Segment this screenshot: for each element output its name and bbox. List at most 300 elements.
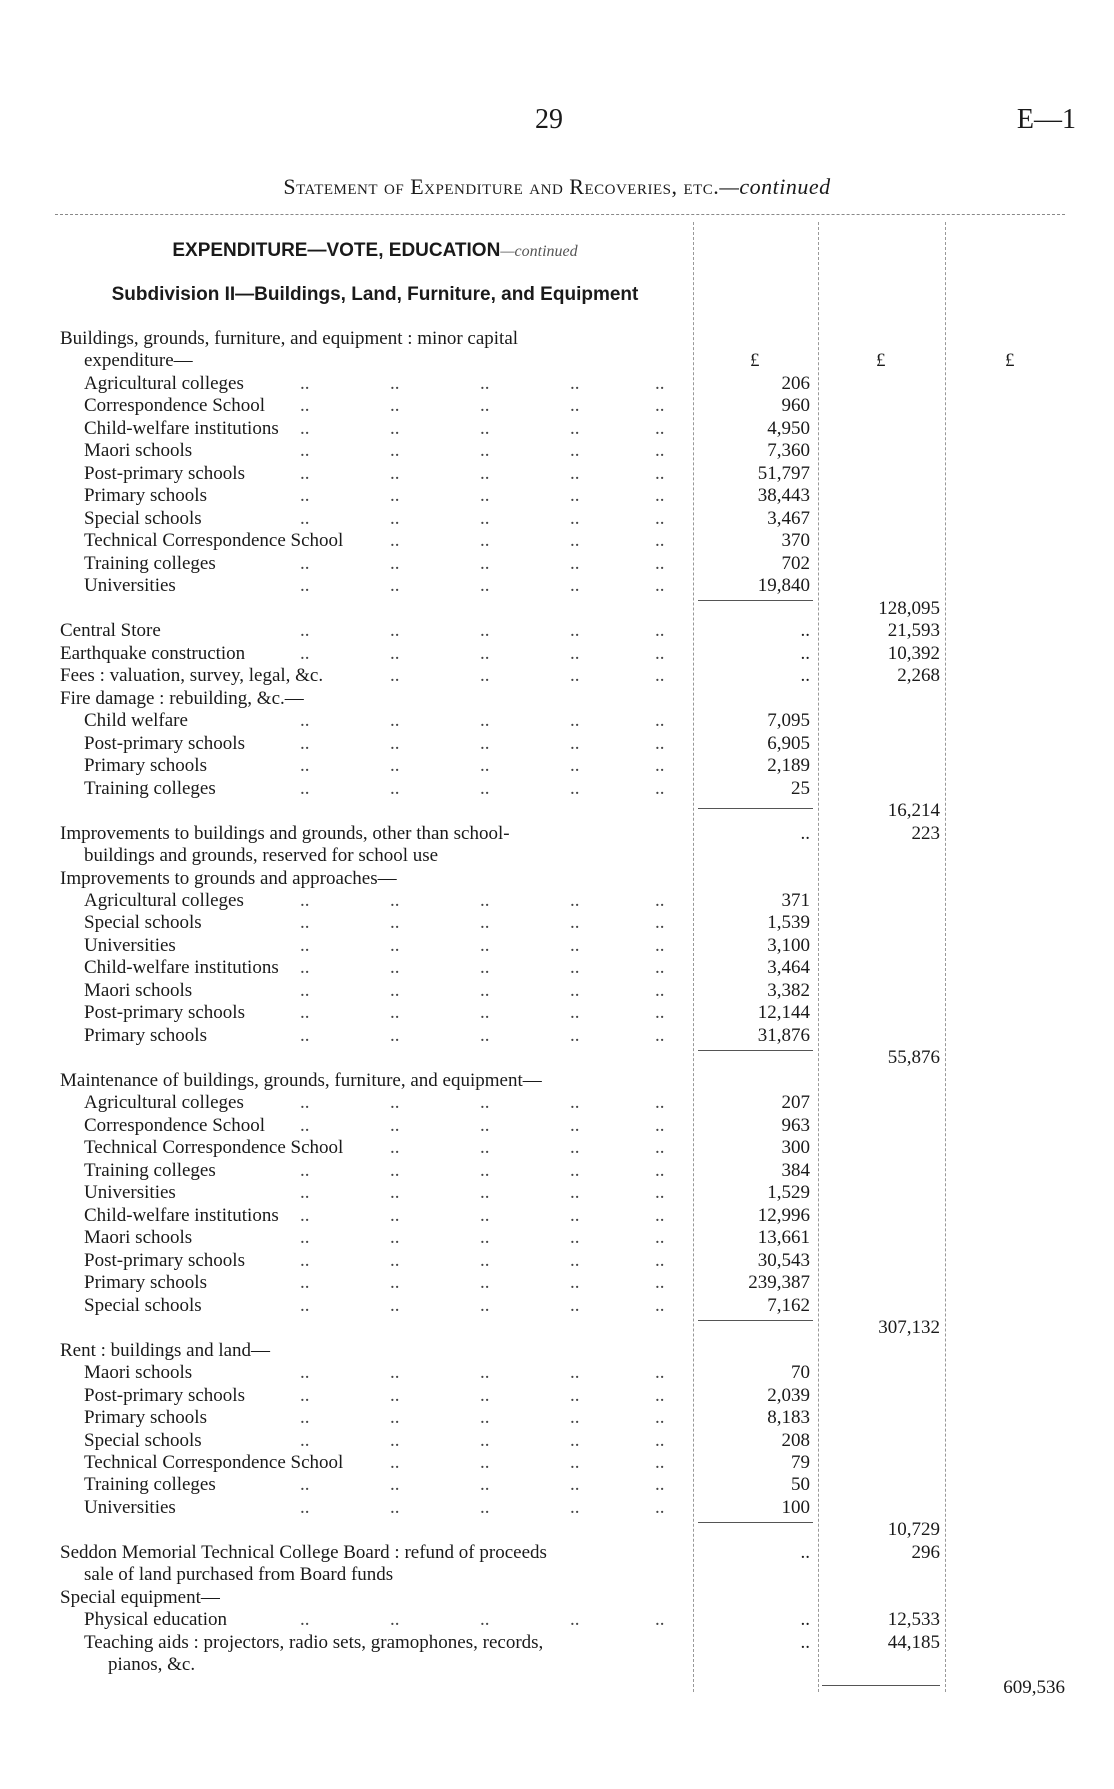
dot-leader: .. bbox=[570, 1384, 580, 1406]
dot-leader: .. bbox=[300, 934, 310, 956]
dot-leader: .. bbox=[480, 1159, 490, 1181]
dot-leader: .. bbox=[570, 732, 580, 754]
table-row bbox=[0, 1092, 1114, 1114]
dot-leader: .. bbox=[480, 507, 490, 529]
dot-leader: .. bbox=[480, 1407, 490, 1429]
dot-leader: .. bbox=[570, 890, 580, 911]
dot-leader: .. bbox=[655, 1609, 665, 1631]
amount-c1: 51,797 bbox=[757, 462, 810, 484]
dot-leader: .. bbox=[480, 777, 490, 799]
dot-leader: .. bbox=[390, 372, 400, 394]
dot-leader: .. bbox=[655, 732, 665, 754]
row-label: Fire damage : rebuilding, &c.— bbox=[60, 687, 304, 709]
dot-leader: .. bbox=[300, 372, 310, 394]
table-row bbox=[0, 733, 1114, 755]
dot-leader: .. bbox=[300, 1496, 310, 1518]
amount-c1: 702 bbox=[781, 552, 810, 574]
dot-leader: .. bbox=[390, 1114, 400, 1136]
dot-leader: .. bbox=[300, 732, 310, 754]
table-row bbox=[0, 1317, 1114, 1339]
dot-leader: .. bbox=[300, 1182, 310, 1204]
row-label: Child-welfare institutions bbox=[84, 1204, 279, 1226]
dot-leader: .. bbox=[570, 1452, 580, 1473]
row-label: Training colleges bbox=[84, 1159, 216, 1181]
dot-leader: .. bbox=[300, 1609, 310, 1631]
row-label: Primary schools bbox=[84, 1407, 207, 1429]
row-label: Primary schools bbox=[84, 1272, 207, 1294]
row-label: Maori schools bbox=[84, 979, 193, 1001]
row-label: Technical Correspondence School bbox=[84, 1452, 344, 1473]
dot-leader: .. bbox=[480, 1496, 490, 1518]
table-row bbox=[0, 800, 1114, 822]
dot-leader: .. bbox=[570, 1204, 580, 1226]
dot-leader: .. bbox=[655, 1024, 665, 1046]
document-code: E—1 bbox=[1016, 104, 1076, 135]
table-row bbox=[0, 868, 1114, 890]
statement-title-continued: —continued bbox=[719, 174, 831, 199]
amount-c1: 3,467 bbox=[767, 507, 810, 529]
table-row bbox=[0, 1430, 1114, 1452]
row-label: Primary schools bbox=[84, 1024, 207, 1046]
dot-leader: .. bbox=[390, 1496, 400, 1518]
dot-leader: .. bbox=[480, 1249, 490, 1271]
amount-c1: 100 bbox=[781, 1496, 810, 1518]
dot-leader: .. bbox=[390, 934, 400, 956]
table-row bbox=[0, 1654, 1114, 1676]
amount-c1: 207 bbox=[781, 1092, 810, 1114]
dot-leader: .. bbox=[655, 710, 665, 732]
dot-leader: .. bbox=[300, 417, 310, 439]
section-heading bbox=[55, 240, 695, 262]
dot-leader: .. bbox=[655, 979, 665, 1001]
table-row bbox=[0, 1609, 1114, 1631]
dot-leader: .. bbox=[480, 710, 490, 732]
amount-c1: .. bbox=[800, 822, 810, 844]
amount-c1: 25 bbox=[791, 777, 810, 799]
dot-leader: .. bbox=[570, 1272, 580, 1294]
statement-title-main: Statement of Expenditure and Recoveries, etc. bbox=[283, 174, 720, 199]
dot-leader: .. bbox=[480, 1002, 490, 1024]
dot-leader: .. bbox=[480, 395, 490, 417]
dot-leader: .. bbox=[570, 1609, 580, 1631]
dot-leader: .. bbox=[390, 1159, 400, 1181]
amount-c1: .. bbox=[800, 620, 810, 642]
dot-leader: .. bbox=[300, 485, 310, 507]
amount-c1: 960 bbox=[781, 395, 810, 417]
table-row bbox=[0, 1227, 1114, 1249]
table-row bbox=[0, 1587, 1114, 1609]
table-row bbox=[0, 1160, 1114, 1182]
dot-leader: .. bbox=[480, 890, 490, 911]
dot-leader: .. bbox=[480, 530, 490, 552]
amount-c1: 8,183 bbox=[767, 1407, 810, 1429]
dot-leader: .. bbox=[390, 440, 400, 462]
dot-leader: .. bbox=[300, 979, 310, 1001]
dot-leader: .. bbox=[570, 395, 580, 417]
dot-leader: .. bbox=[480, 552, 490, 574]
row-label: Special schools bbox=[84, 912, 202, 934]
row-label: Post-primary schools bbox=[84, 462, 245, 484]
row-label: Correspondence School bbox=[84, 395, 265, 417]
dot-leader: .. bbox=[300, 1272, 310, 1294]
dot-leader: .. bbox=[655, 1002, 665, 1024]
amount-c1: .. bbox=[800, 1609, 810, 1631]
dot-leader: .. bbox=[480, 575, 490, 597]
amount-c1: 7,095 bbox=[767, 710, 810, 732]
dot-leader: .. bbox=[480, 620, 490, 642]
dot-leader: .. bbox=[655, 912, 665, 934]
dot-leader: .. bbox=[480, 1384, 490, 1406]
dot-leader: .. bbox=[480, 1362, 490, 1384]
dot-leader: .. bbox=[655, 1137, 665, 1159]
row-label: Maori schools bbox=[84, 440, 193, 462]
row-label: Post-primary schools bbox=[84, 1249, 245, 1271]
dot-leader: .. bbox=[655, 1249, 665, 1271]
table-row bbox=[0, 1677, 1114, 1699]
row-label: Buildings, grounds, furniture, and equipment : minor capital bbox=[60, 328, 519, 349]
amount-c1: 3,464 bbox=[767, 957, 810, 979]
dot-leader: .. bbox=[655, 372, 665, 394]
dot-leader: .. bbox=[390, 1429, 400, 1451]
amount-c1: 3,100 bbox=[767, 934, 810, 956]
dot-leader: .. bbox=[480, 462, 490, 484]
dot-leader: .. bbox=[655, 1362, 665, 1384]
dot-leader: .. bbox=[570, 1407, 580, 1429]
dot-leader: .. bbox=[655, 507, 665, 529]
dot-leader: .. bbox=[570, 620, 580, 642]
row-label: Earthquake construction bbox=[60, 642, 246, 664]
dot-leader: .. bbox=[570, 507, 580, 529]
dot-leader: .. bbox=[655, 1429, 665, 1451]
dot-leader: .. bbox=[390, 1452, 400, 1473]
dot-leader: .. bbox=[390, 1407, 400, 1429]
amount-c1: .. bbox=[800, 1541, 810, 1563]
amount-c2: 128,095 bbox=[878, 597, 940, 619]
dot-leader: .. bbox=[300, 1159, 310, 1181]
amount-c1: 7,360 bbox=[767, 440, 810, 462]
dot-leader: .. bbox=[300, 642, 310, 664]
dot-leader: .. bbox=[300, 1362, 310, 1384]
table-row bbox=[0, 665, 1114, 687]
amount-c2: 296 bbox=[911, 1541, 940, 1563]
table-row bbox=[0, 778, 1114, 800]
table-row bbox=[0, 463, 1114, 485]
dot-leader: .. bbox=[390, 1024, 400, 1046]
table-row bbox=[0, 1632, 1114, 1654]
row-label: Special schools bbox=[84, 507, 202, 529]
dot-leader: .. bbox=[570, 912, 580, 934]
dot-leader: .. bbox=[570, 934, 580, 956]
dot-leader: .. bbox=[300, 395, 310, 417]
amount-c1: 19,840 bbox=[757, 575, 810, 597]
dot-leader: .. bbox=[570, 777, 580, 799]
table-row bbox=[0, 1362, 1114, 1384]
dot-leader: .. bbox=[655, 957, 665, 979]
dot-leader: .. bbox=[480, 1024, 490, 1046]
table-row bbox=[0, 980, 1114, 1002]
row-label: Primary schools bbox=[84, 485, 207, 507]
dot-leader: .. bbox=[570, 462, 580, 484]
dot-leader: .. bbox=[655, 395, 665, 417]
amount-c1: 70 bbox=[791, 1362, 810, 1384]
dot-leader: .. bbox=[655, 552, 665, 574]
table-row bbox=[0, 845, 1114, 867]
currency-unit-col2: £ bbox=[876, 350, 886, 371]
dot-leader: .. bbox=[300, 1227, 310, 1249]
dot-leader: .. bbox=[300, 575, 310, 597]
table-row bbox=[0, 1205, 1114, 1227]
table-row bbox=[0, 957, 1114, 979]
row-label: Technical Correspondence School bbox=[84, 1137, 344, 1159]
dot-leader: .. bbox=[655, 642, 665, 664]
dot-leader: .. bbox=[300, 1294, 310, 1316]
table-row bbox=[0, 328, 1114, 350]
dot-leader: .. bbox=[390, 665, 400, 687]
amount-c2: 10,392 bbox=[887, 642, 940, 664]
dot-leader: .. bbox=[480, 1137, 490, 1159]
row-label: Post-primary schools bbox=[84, 1002, 245, 1024]
dot-leader: .. bbox=[480, 1182, 490, 1204]
row-label: Teaching aids : projectors, radio sets, gramophones, records, bbox=[84, 1631, 544, 1653]
amount-c1: 3,382 bbox=[767, 979, 810, 1001]
dot-leader: .. bbox=[390, 979, 400, 1001]
section-heading-continued: —continued bbox=[500, 243, 578, 260]
row-label: Physical education bbox=[84, 1609, 227, 1631]
dot-leader: .. bbox=[655, 620, 665, 642]
dot-leader: .. bbox=[480, 934, 490, 956]
dot-leader: .. bbox=[570, 1249, 580, 1271]
amount-c3: 609,536 bbox=[1003, 1676, 1065, 1698]
dot-leader: .. bbox=[570, 1092, 580, 1114]
dot-leader: .. bbox=[570, 440, 580, 462]
table-row bbox=[0, 1295, 1114, 1317]
dot-leader: .. bbox=[655, 1294, 665, 1316]
table-row bbox=[0, 1340, 1114, 1362]
dot-leader: .. bbox=[480, 979, 490, 1001]
dot-leader: .. bbox=[480, 1227, 490, 1249]
amount-c1: 371 bbox=[781, 890, 810, 911]
dot-leader: .. bbox=[480, 1114, 490, 1136]
table-row bbox=[0, 1452, 1114, 1474]
dot-leader: .. bbox=[390, 1092, 400, 1114]
row-label: Training colleges bbox=[84, 1474, 216, 1496]
dot-leader: .. bbox=[655, 530, 665, 552]
dot-leader: .. bbox=[390, 912, 400, 934]
row-label: Agricultural colleges bbox=[84, 1092, 244, 1114]
statement-title bbox=[0, 174, 1114, 200]
dot-leader: .. bbox=[655, 665, 665, 687]
dot-leader: .. bbox=[655, 777, 665, 799]
dot-leader: .. bbox=[390, 1204, 400, 1226]
dot-leader: .. bbox=[570, 552, 580, 574]
amount-c2: 10,729 bbox=[887, 1519, 940, 1541]
dot-leader: .. bbox=[570, 530, 580, 552]
amount-c1: 38,443 bbox=[757, 485, 810, 507]
dot-leader: .. bbox=[570, 642, 580, 664]
dot-leader: .. bbox=[570, 575, 580, 597]
dot-leader: .. bbox=[480, 1609, 490, 1631]
table-row bbox=[0, 1002, 1114, 1024]
table-row bbox=[0, 598, 1114, 620]
dot-leader: .. bbox=[480, 1272, 490, 1294]
dot-leader: .. bbox=[300, 755, 310, 777]
dot-leader: .. bbox=[655, 440, 665, 462]
dot-leader: .. bbox=[655, 1159, 665, 1181]
dot-leader: .. bbox=[570, 979, 580, 1001]
dot-leader: .. bbox=[655, 575, 665, 597]
dot-leader: .. bbox=[390, 890, 400, 911]
row-label: Maintenance of buildings, grounds, furniture, and equipment— bbox=[60, 1069, 542, 1091]
dot-leader: .. bbox=[390, 1137, 400, 1159]
dot-leader: .. bbox=[300, 1384, 310, 1406]
dot-leader: .. bbox=[300, 1024, 310, 1046]
table-row bbox=[0, 1272, 1114, 1294]
dot-leader: .. bbox=[570, 1474, 580, 1496]
dot-leader: .. bbox=[570, 665, 580, 687]
table-row bbox=[0, 440, 1114, 462]
dot-leader: .. bbox=[390, 462, 400, 484]
dot-leader: .. bbox=[390, 417, 400, 439]
table-row bbox=[0, 1385, 1114, 1407]
row-label: Agricultural colleges bbox=[84, 372, 244, 394]
table-row bbox=[0, 373, 1114, 395]
dot-leader: .. bbox=[480, 1294, 490, 1316]
dot-leader: .. bbox=[390, 1182, 400, 1204]
dot-leader: .. bbox=[390, 1249, 400, 1271]
dot-leader: .. bbox=[390, 1227, 400, 1249]
dot-leader: .. bbox=[570, 1182, 580, 1204]
row-label: Improvements to buildings and grounds, other than school- bbox=[60, 822, 510, 844]
dot-leader: .. bbox=[570, 1362, 580, 1384]
dot-leader: .. bbox=[480, 1452, 490, 1473]
dot-leader: .. bbox=[655, 934, 665, 956]
dot-leader: .. bbox=[300, 1092, 310, 1114]
row-label: Technical Correspondence School bbox=[84, 530, 344, 552]
table-row bbox=[0, 935, 1114, 957]
dot-leader: .. bbox=[570, 1227, 580, 1249]
dot-leader: .. bbox=[390, 1474, 400, 1496]
section-heading-text: EXPENDITURE—VOTE, EDUCATION bbox=[172, 240, 501, 261]
dot-leader: .. bbox=[655, 1092, 665, 1114]
dot-leader: .. bbox=[300, 1002, 310, 1024]
dot-leader: .. bbox=[300, 890, 310, 911]
dot-leader: .. bbox=[655, 1496, 665, 1518]
dot-leader: .. bbox=[300, 462, 310, 484]
dot-leader: .. bbox=[655, 890, 665, 911]
dot-leader: .. bbox=[655, 1114, 665, 1136]
dot-leader: .. bbox=[655, 1384, 665, 1406]
dot-leader: .. bbox=[390, 552, 400, 574]
subdivision-heading: Subdivision II—Buildings, Land, Furniture, and Equipment bbox=[111, 284, 639, 305]
dot-leader: .. bbox=[480, 1429, 490, 1451]
dot-leader: .. bbox=[480, 1474, 490, 1496]
table-row bbox=[0, 755, 1114, 777]
currency-unit-col1: £ bbox=[750, 350, 760, 371]
dot-leader: .. bbox=[390, 507, 400, 529]
amount-c2: 55,876 bbox=[887, 1047, 940, 1069]
dot-leader: .. bbox=[480, 1204, 490, 1226]
dot-leader: .. bbox=[390, 642, 400, 664]
table-row bbox=[0, 508, 1114, 530]
table-row bbox=[0, 1542, 1114, 1564]
table-row bbox=[0, 395, 1114, 417]
amount-c1: 12,996 bbox=[757, 1204, 810, 1226]
row-label: Improvements to grounds and approaches— bbox=[60, 867, 397, 889]
dot-leader: .. bbox=[480, 665, 490, 687]
dot-leader: .. bbox=[570, 1294, 580, 1316]
amount-c1: 1,529 bbox=[767, 1182, 810, 1204]
row-label: Maori schools bbox=[84, 1362, 193, 1384]
dot-leader: .. bbox=[390, 620, 400, 642]
dot-leader: .. bbox=[300, 777, 310, 799]
amount-c1: 31,876 bbox=[757, 1024, 810, 1046]
amount-c1: 13,661 bbox=[757, 1227, 810, 1249]
dot-leader: .. bbox=[655, 1204, 665, 1226]
dot-leader: .. bbox=[390, 1384, 400, 1406]
dot-leader: .. bbox=[480, 440, 490, 462]
row-label: Maori schools bbox=[84, 1227, 193, 1249]
dot-leader: .. bbox=[390, 755, 400, 777]
dot-leader: .. bbox=[655, 755, 665, 777]
dot-leader: .. bbox=[390, 395, 400, 417]
dot-leader: .. bbox=[480, 1092, 490, 1114]
dot-leader: .. bbox=[300, 1204, 310, 1226]
dot-leader: .. bbox=[300, 1249, 310, 1271]
amount-c1: 7,162 bbox=[767, 1294, 810, 1316]
page-number: 29 bbox=[535, 104, 563, 135]
table-row bbox=[0, 823, 1114, 845]
dot-leader: .. bbox=[300, 1474, 310, 1496]
table-row bbox=[0, 553, 1114, 575]
dot-leader: .. bbox=[570, 1159, 580, 1181]
amount-c1: 30,543 bbox=[757, 1249, 810, 1271]
amount-c1: .. bbox=[800, 1631, 810, 1653]
dot-leader: .. bbox=[655, 1182, 665, 1204]
currency-unit-col3: £ bbox=[1005, 350, 1015, 371]
dot-leader: .. bbox=[655, 1227, 665, 1249]
row-label: Correspondence School bbox=[84, 1114, 265, 1136]
row-label: Universities bbox=[84, 1182, 176, 1204]
dot-leader: .. bbox=[655, 1474, 665, 1496]
table-row bbox=[0, 620, 1114, 642]
table-row bbox=[0, 485, 1114, 507]
amount-c1: 50 bbox=[791, 1474, 810, 1496]
row-label: Universities bbox=[84, 575, 176, 597]
row-label: Training colleges bbox=[84, 777, 216, 799]
dot-leader: .. bbox=[655, 1272, 665, 1294]
dot-leader: .. bbox=[655, 1452, 665, 1473]
dot-leader: .. bbox=[655, 1407, 665, 1429]
dot-leader: .. bbox=[390, 957, 400, 979]
amount-c2: 21,593 bbox=[887, 620, 940, 642]
row-label: Special equipment— bbox=[60, 1586, 220, 1608]
dot-leader: .. bbox=[480, 642, 490, 664]
dot-leader: .. bbox=[480, 417, 490, 439]
row-label: Training colleges bbox=[84, 552, 216, 574]
amount-c1: .. bbox=[800, 665, 810, 687]
dot-leader: .. bbox=[300, 552, 310, 574]
amount-c1: 239,387 bbox=[748, 1272, 810, 1294]
dot-leader: .. bbox=[480, 957, 490, 979]
table-row bbox=[0, 530, 1114, 552]
dot-leader: .. bbox=[390, 1002, 400, 1024]
dot-leader: .. bbox=[300, 1429, 310, 1451]
dot-leader: .. bbox=[655, 485, 665, 507]
dot-leader: .. bbox=[390, 485, 400, 507]
amount-c2: 223 bbox=[911, 822, 940, 844]
row-label: Fees : valuation, survey, legal, &c. bbox=[60, 665, 324, 687]
amount-c2: 2,268 bbox=[897, 665, 940, 687]
